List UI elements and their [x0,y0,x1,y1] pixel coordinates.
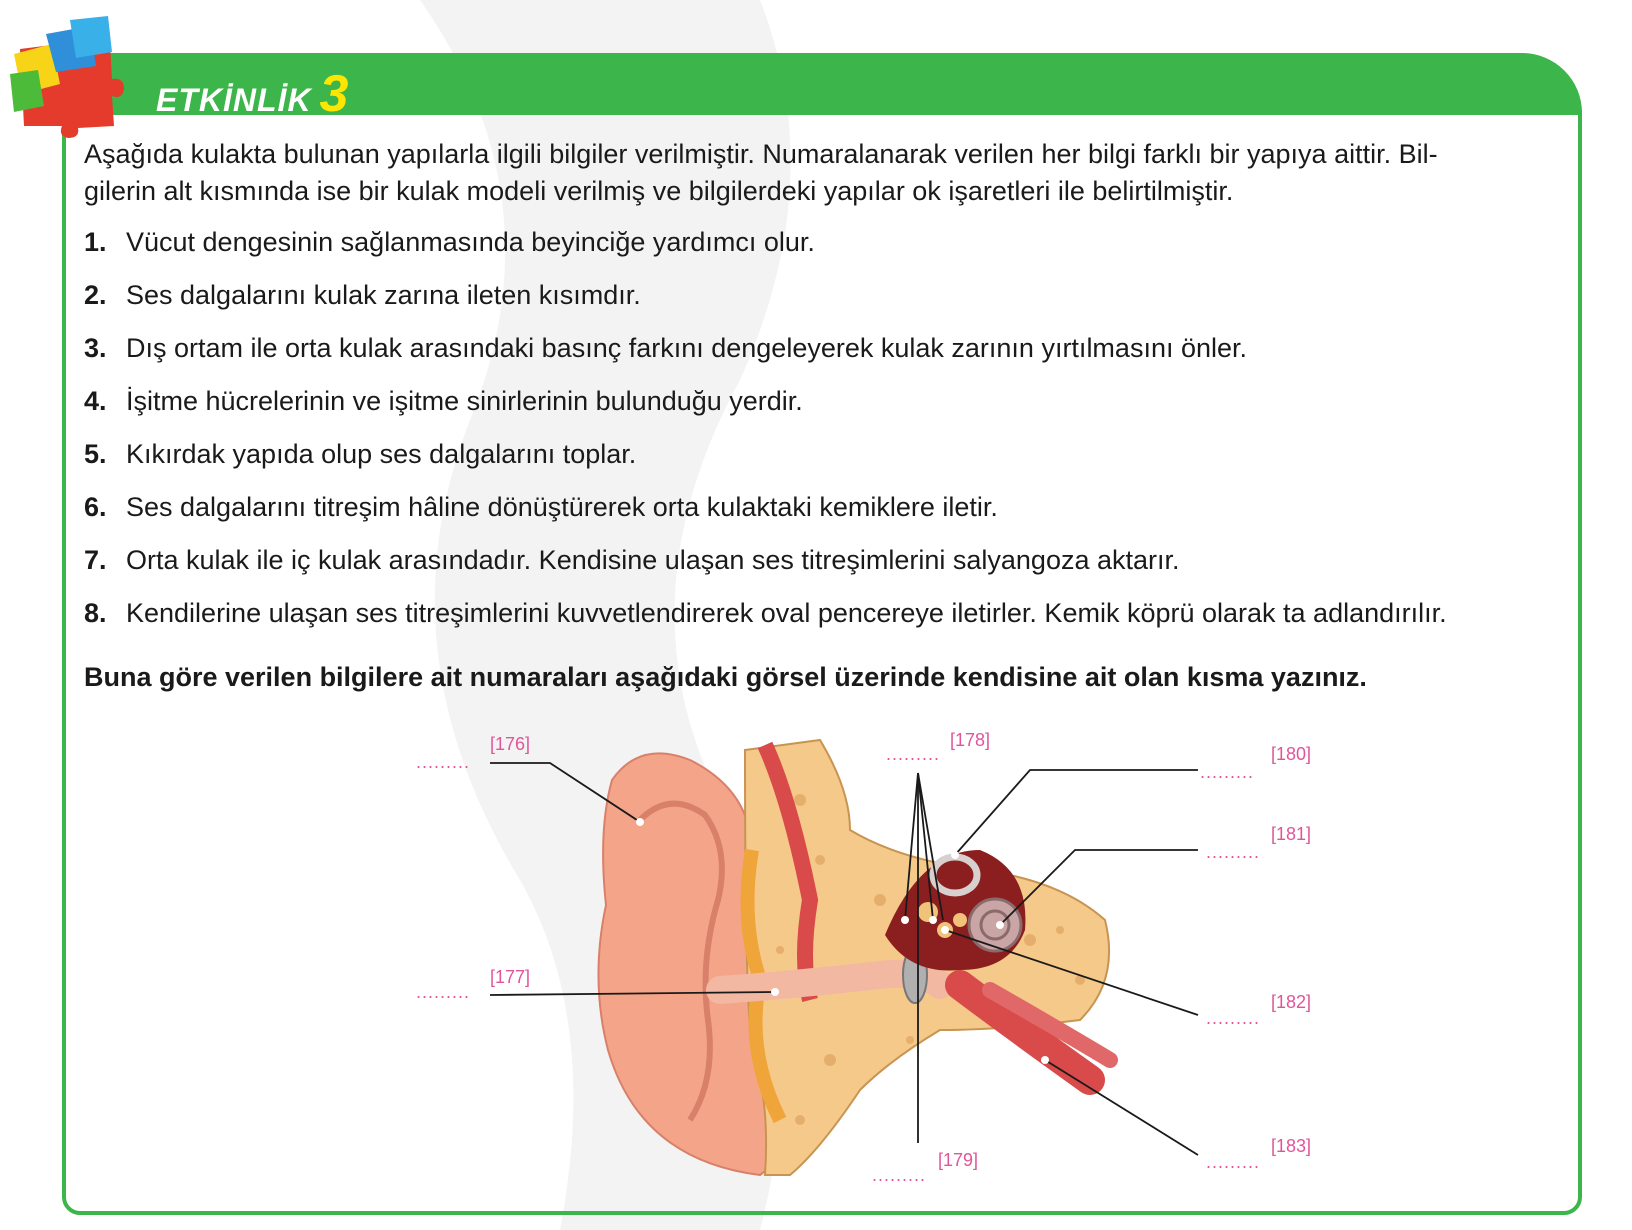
item-number: 5. [84,439,107,469]
cochlea-shape [969,899,1021,951]
label-tag: [178] [950,730,991,750]
item-text: Kendilerine ulaşan ses titreşimlerini kuvvetlendirerek oval pencereye iletirler. Kemik köprü olarak ta adlandırılır. [126,598,1447,628]
question-text: Buna göre verilen bilgilere ait numaraları aşağıdaki görsel üzerinde kendisine ait olan kısma yazınız. [84,662,1367,692]
label-tag: [181] [1271,824,1312,844]
item-text: Orta kulak ile iç kulak arasındadır. Kendisine ulaşan ses titreşimlerini salyangoza aktarır. [126,545,1180,575]
activity-word: ETKİNLİK [156,82,312,118]
item-text: Ses dalgalarını kulak zarına ileten kısımdır. [126,280,641,310]
label-tag: [183] [1271,1136,1312,1156]
item-number: 6. [84,492,107,522]
item-number: 1. [84,227,107,257]
item-text: Vücut dengesinin sağlanmasında beyinciğe yardımcı olur. [126,227,815,257]
item-text: İşitme hücrelerinin ve işitme sinirlerinin bulunduğu yerdir. [126,386,803,416]
answer-blank[interactable]: ......... [1200,762,1255,782]
item-number: 3. [84,333,107,363]
item-number: 8. [84,598,107,628]
answer-blank[interactable]: ......... [886,744,941,764]
item-number: 4. [84,386,107,416]
answer-blank[interactable]: ......... [1206,842,1261,862]
answer-blank[interactable]: ......... [416,982,471,1002]
intro-line: Aşağıda kulakta bulunan yapılarla ilgili bilgiler verilmiştir. Numaralanarak verilen her bilgi farklı bir yapıya aittir. Bil- [84,139,1438,169]
label-tag: [176] [490,734,531,754]
intro-line: gilerin alt kısmında ise bir kulak modeli verilmiş ve bilgilerdeki yapılar ok işaretleri ile belirtilmiştir. [84,176,1234,206]
item-text: Dış ortam ile orta kulak arasındaki basınç farkını dengeleyerek kulak zarının yırtılmasını önler. [126,333,1248,363]
item-text: Ses dalgalarını titreşim hâline dönüştürerek orta kulaktaki kemiklere iletir. [126,492,998,522]
label-tag: [177] [490,967,531,987]
item-number: 2. [84,280,107,310]
label-tag: [180] [1271,744,1312,764]
item-text: Kıkırdak yapıda olup ses dalgalarını toplar. [126,439,637,469]
answer-blank[interactable]: ......... [416,752,471,772]
label-tag: [182] [1271,992,1312,1012]
answer-blank[interactable]: ......... [872,1165,927,1185]
answer-blank[interactable]: ......... [1206,1008,1261,1028]
activity-number: 3 [319,65,349,123]
label-tag: [179] [938,1150,979,1170]
ossicle-shape [953,913,967,927]
answer-blank[interactable]: ......... [1206,1152,1261,1172]
item-number: 7. [84,545,107,575]
